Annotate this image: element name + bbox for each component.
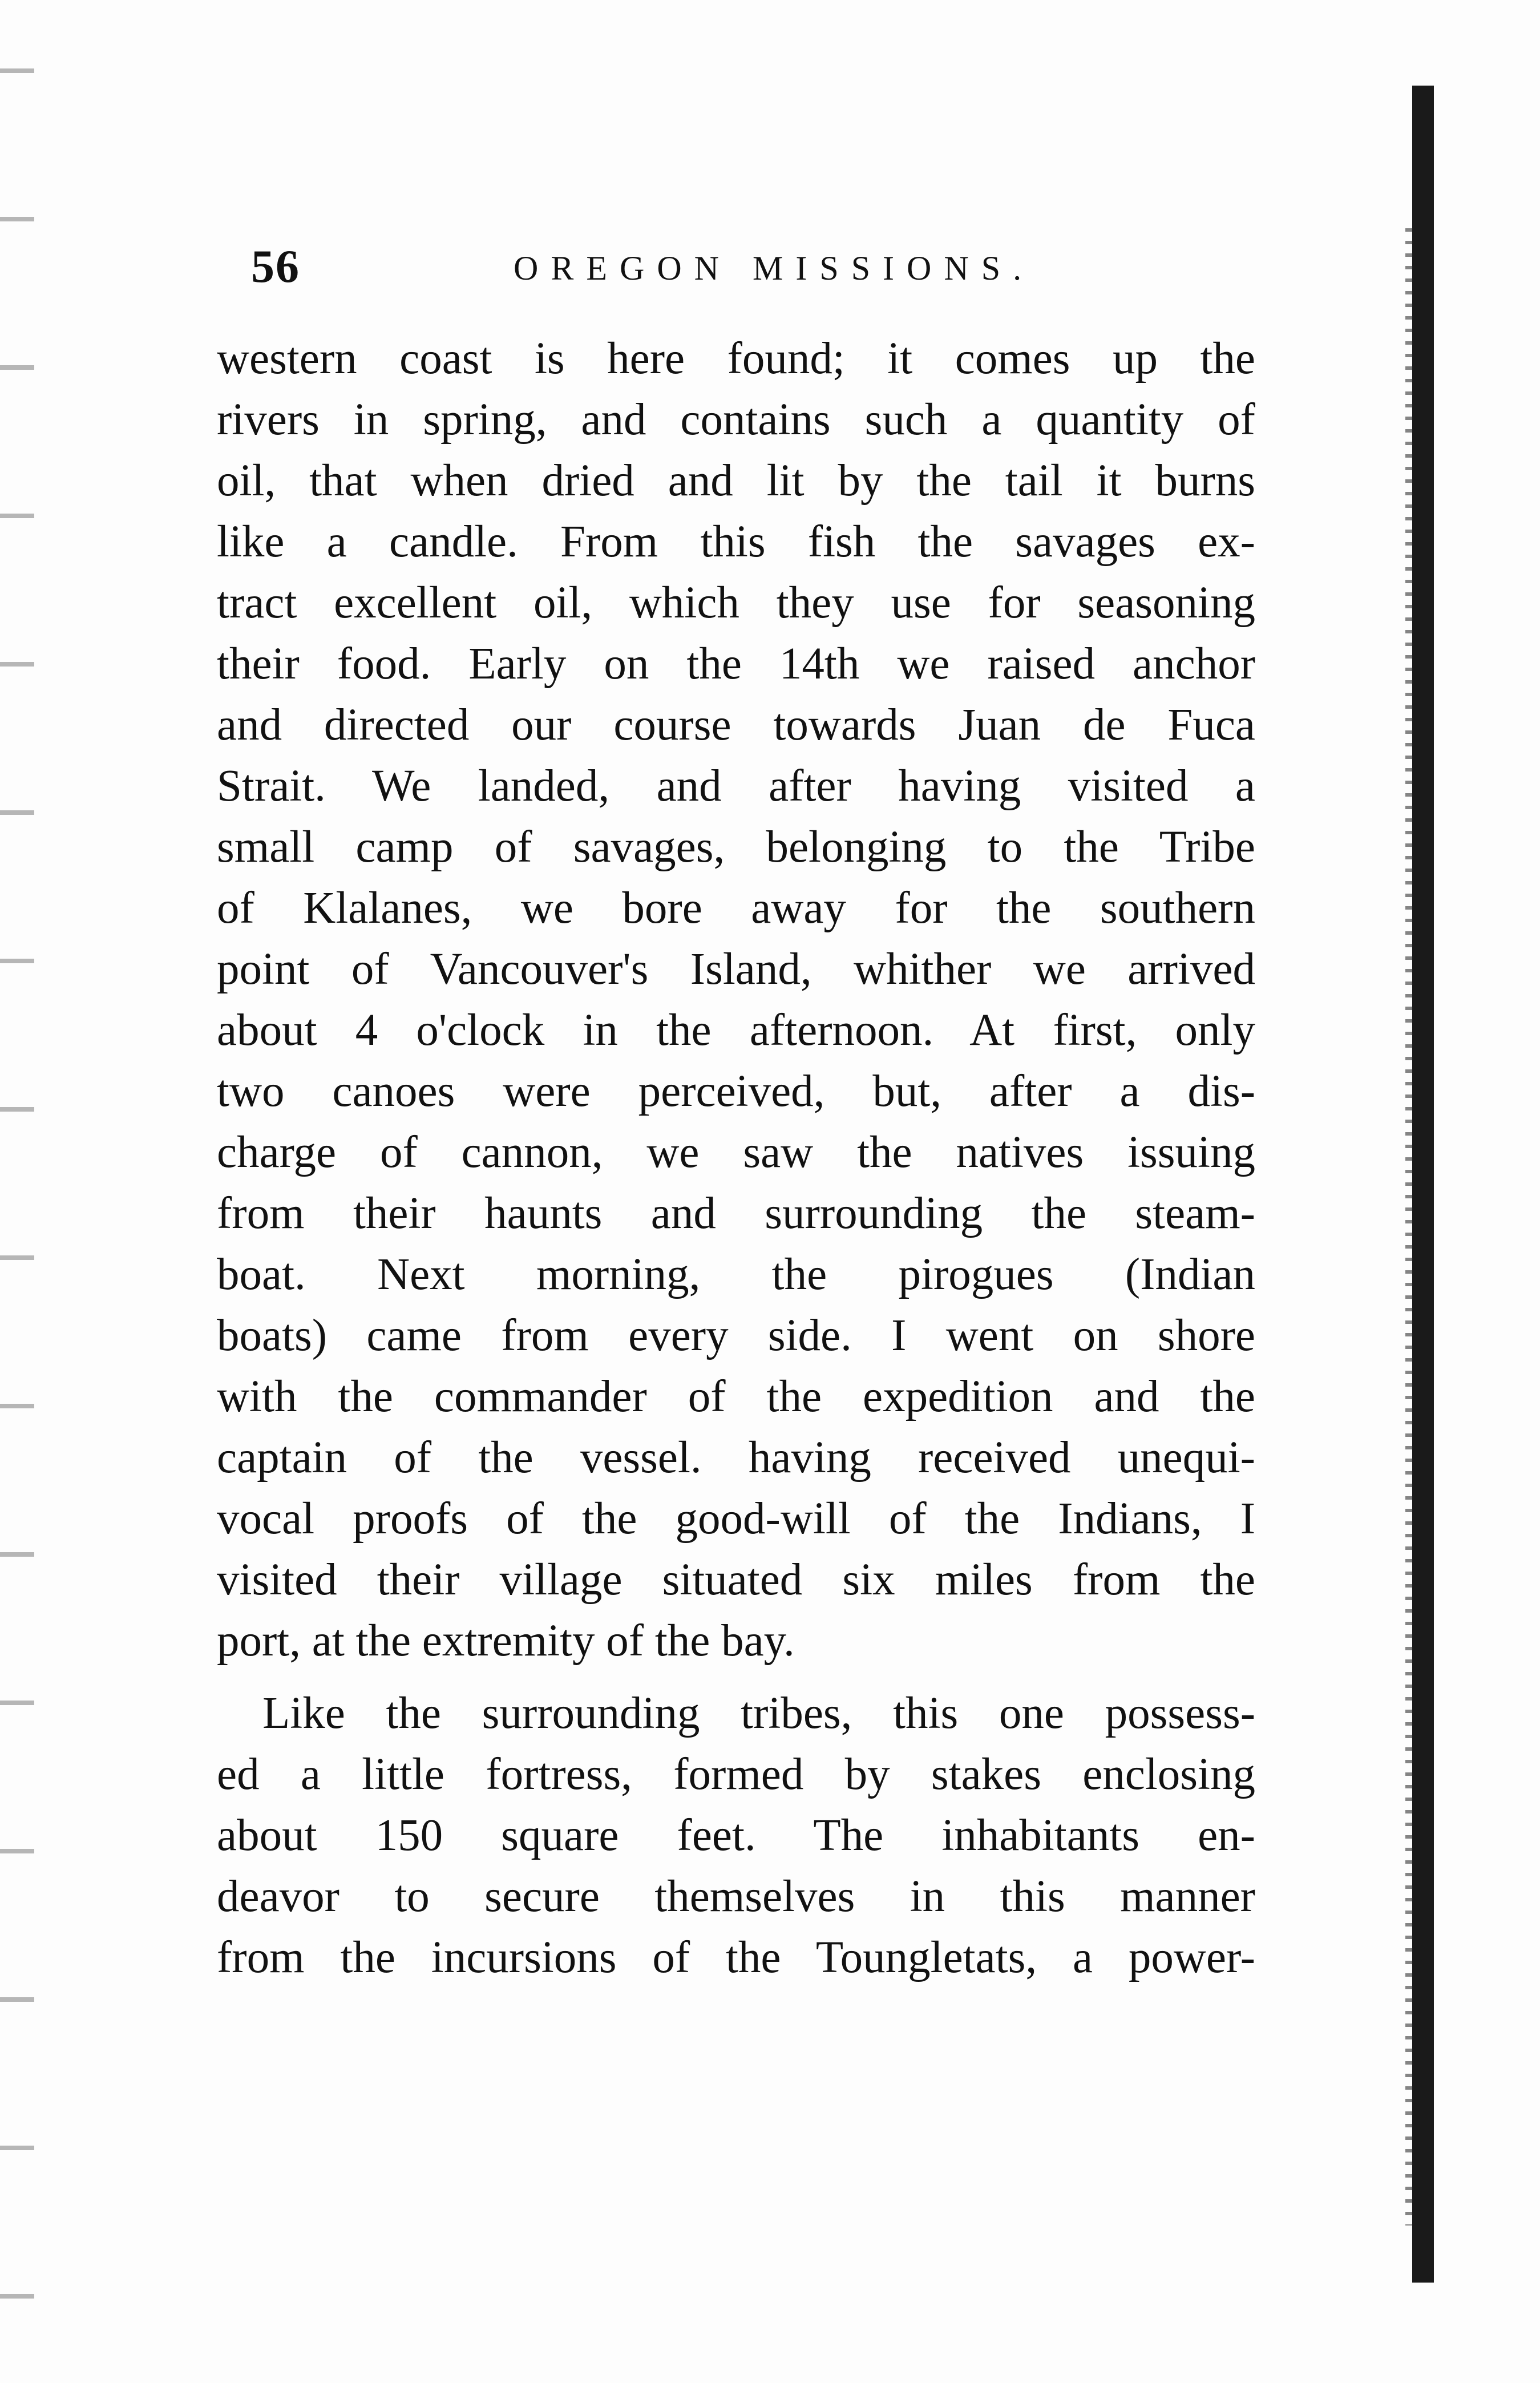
text-line: their food. Early on the 14th we raised anchor <box>217 639 1255 689</box>
text-line: boat. Next morning, the pirogues (Indian <box>217 1250 1255 1299</box>
text-line: like a candle. From this fish the savages ex- <box>217 517 1255 567</box>
running-title: OREGON MISSIONS. <box>514 249 1034 287</box>
left-margin-specks <box>0 0 34 2383</box>
text-line: port, at the extremity of the bay. <box>217 1616 795 1666</box>
text-line: and directed our course towards Juan de Fuca <box>217 700 1255 750</box>
paragraph-gap <box>217 1671 1255 1683</box>
text-line: from their haunts and surrounding the steam- <box>217 1189 1255 1238</box>
text-line: two canoes were perceived, but, after a dis- <box>217 1067 1255 1116</box>
text-line: with the commander of the expedition and the <box>217 1372 1255 1421</box>
text-line: oil, that when dried and lit by the tail it burns <box>217 456 1255 506</box>
text-line: visited their village situated six miles from the <box>217 1555 1255 1605</box>
body-text <box>217 328 1255 1988</box>
page-number: 56 <box>251 240 300 292</box>
running-head <box>251 240 1278 308</box>
text-line: boats) came from every side. I went on shore <box>217 1311 1255 1360</box>
text-line: Strait. We landed, and after having visited a <box>217 761 1255 811</box>
binding-shadow <box>1412 86 1434 2283</box>
binding-speckle <box>1405 228 1413 2226</box>
text-line: charge of cannon, we saw the natives issuing <box>217 1128 1255 1177</box>
text-line: point of Vancouver's Island, whither we arrived <box>217 944 1255 994</box>
text-line: about 150 square feet. The inhabitants en- <box>217 1811 1255 1860</box>
paragraph-1 <box>217 328 1255 1671</box>
text-line: tract excellent oil, which they use for seasoning <box>217 578 1255 628</box>
paragraph-2 <box>217 1683 1255 1988</box>
text-line: small camp of savages, belonging to the Tribe <box>217 822 1255 872</box>
text-line: from the incursions of the Toungletats, a power- <box>217 1933 1255 1982</box>
text-line: deavor to secure themselves in this manner <box>217 1872 1255 1921</box>
text-line: western coast is here found; it comes up the <box>217 334 1255 383</box>
text-line: of Klalanes, we bore away for the southern <box>217 883 1255 933</box>
text-line: ed a little fortress, formed by stakes enclosing <box>217 1750 1255 1799</box>
text-line: Like the surrounding tribes, this one possess- <box>262 1689 1255 1738</box>
text-line: vocal proofs of the good-will of the Indians, I <box>217 1494 1255 1544</box>
text-line: about 4 o'clock in the afternoon. At first, only <box>217 1005 1255 1055</box>
text-line: rivers in spring, and contains such a quantity of <box>217 395 1255 445</box>
text-line: captain of the vessel. having received unequi- <box>217 1433 1255 1483</box>
